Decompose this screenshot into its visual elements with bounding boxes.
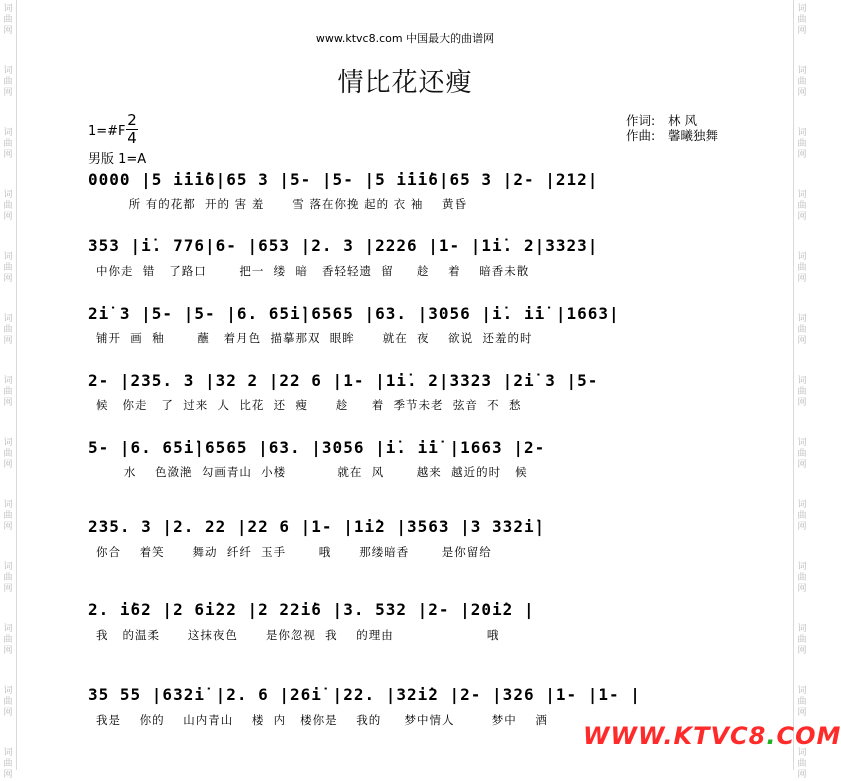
side-watermark-left: 词 曲 网: [3, 314, 13, 346]
staff-lyrics-6: 你合 着笑 舞动 纤纤 玉手 哦 那缕暗香 是你留给: [96, 545, 492, 559]
lyricist-row: [626, 113, 718, 128]
side-watermark-right: 词 曲 网: [797, 314, 807, 346]
side-watermark-right: 词 曲 网: [797, 686, 807, 718]
time-signature: [126, 113, 138, 146]
staff-lyrics-3: 铺开 画 釉 蘸 着月色 描摹那双 眼眸 就在 夜 欲说 还羞的时: [96, 331, 533, 345]
side-watermark-left: 词 曲 网: [3, 686, 13, 718]
staff-notes-1: 0000 |5 i̇i̇i̇6|65 3 |5- |5- |5 i̇i̇i̇6|65 3 |2- |212|: [88, 170, 599, 189]
side-watermark-left: 词 曲 网: [3, 4, 13, 36]
side-watermark-right: 词 曲 网: [797, 438, 807, 470]
staff-notes-7: 2. i̇62 |2 6i̇22 |2 22i̇6 |3. 532 |2- |20i̇2 |: [88, 600, 535, 619]
side-watermark-left: 词 曲 网: [3, 190, 13, 222]
right-watermark-strip: [793, 0, 810, 780]
staff-notes-5: 5- |6. 65i̇|6565 |63. |3056 |i̇. i̇i̇ |1663 |2-: [88, 438, 556, 457]
credits: [626, 113, 718, 143]
staff-lyrics-7: 我 的温柔 这抹夜色 是你忽视 我 的理由 哦: [96, 628, 500, 642]
staff-notes-6: 235. 3 |2. 22 |22 6 |1- |1i̇2 |3563 |3 332i̇|: [88, 517, 546, 536]
time-signature-bottom: 4: [127, 129, 137, 147]
composer-row: [626, 128, 718, 143]
staff-notes-4: 2- |235. 3 |32 2 |22 6 |1- |1i̇. 2|3323 |2i̇ 3 |5-: [88, 371, 610, 390]
side-watermark-right: 词 曲 网: [797, 66, 807, 98]
time-signature-top: 2: [127, 111, 137, 129]
side-watermark-left: 词 曲 网: [3, 500, 13, 532]
side-watermark-left: 词 曲 网: [3, 252, 13, 284]
side-watermark-left: 词 曲 网: [3, 748, 13, 780]
side-watermark-right: 词 曲 网: [797, 128, 807, 160]
side-watermark-left: 词 曲 网: [3, 376, 13, 408]
staff-lyrics-1: 所 有的花都 开的 害 羞 雪 落在你挽 起的 衣 袖 黄昏: [96, 197, 468, 211]
lyricist-name: 林 风: [668, 113, 697, 128]
side-watermark-right: 词 曲 网: [797, 4, 807, 36]
staff-lyrics-5: 水 色潋滟 勾画青山 小楼 就在 风 越来 越近的时 候: [96, 465, 528, 479]
site-header: www.ktvc8.com 中国最大的曲谱网: [315, 32, 495, 45]
side-watermark-left: 词 曲 网: [3, 624, 13, 656]
staff-lyrics-2: 中你走 错 了路口 把一 缕 暗 香轻轻遗 留 趁 着 暗香未散: [96, 264, 530, 278]
version-note: 男版 1=A: [88, 152, 147, 167]
song-title: 情比花还瘦: [337, 68, 473, 98]
staff-notes-8: 35 55 |632i̇ |2. 6 |26i̇ |22. |32i̇2 |2- |326 |1- |1- |: [88, 685, 641, 704]
side-watermark-right: 词 曲 网: [797, 190, 807, 222]
staff-lyrics-4: 候 你走 了 过来 人 比花 还 瘦 趁 着 季节未老 弦音 不 愁: [96, 398, 522, 412]
staff-notes-3: 2i̇ 3 |5- |5- |6. 65i̇|6565 |63. |3056 |i̇. i̇i̇ |1663|: [88, 304, 620, 323]
side-watermark-right: 词 曲 网: [797, 748, 807, 780]
side-watermark-left: 词 曲 网: [3, 562, 13, 594]
composer-label: 作曲:: [626, 128, 656, 143]
side-watermark-right: 词 曲 网: [797, 624, 807, 656]
composer-name: 馨曦独舞: [668, 128, 719, 143]
side-watermark-left: 词 曲 网: [3, 438, 13, 470]
side-watermark-left: 词 曲 网: [3, 66, 13, 98]
left-watermark-strip: [0, 0, 17, 780]
side-watermark-right: 词 曲 网: [797, 252, 807, 284]
side-watermark-right: 词 曲 网: [797, 562, 807, 594]
side-watermark-left: 词 曲 网: [3, 128, 13, 160]
ktvc8-watermark: WWW.KTVC8.COM: [583, 722, 841, 750]
staff-lyrics-8: 我是 你的 山内青山 楼 内 楼你是 我的 梦中情人 梦中 酒: [96, 713, 548, 727]
lyricist-label: 作词:: [626, 113, 656, 128]
key-signature: 1=#F: [88, 124, 126, 139]
side-watermark-right: 词 曲 网: [797, 376, 807, 408]
side-watermark-right: 词 曲 网: [797, 500, 807, 532]
staff-notes-2: 353 |i̇. 776|6- |653 |2. 3 |2226 |1- |1i̇. 2|3323|: [88, 236, 599, 255]
